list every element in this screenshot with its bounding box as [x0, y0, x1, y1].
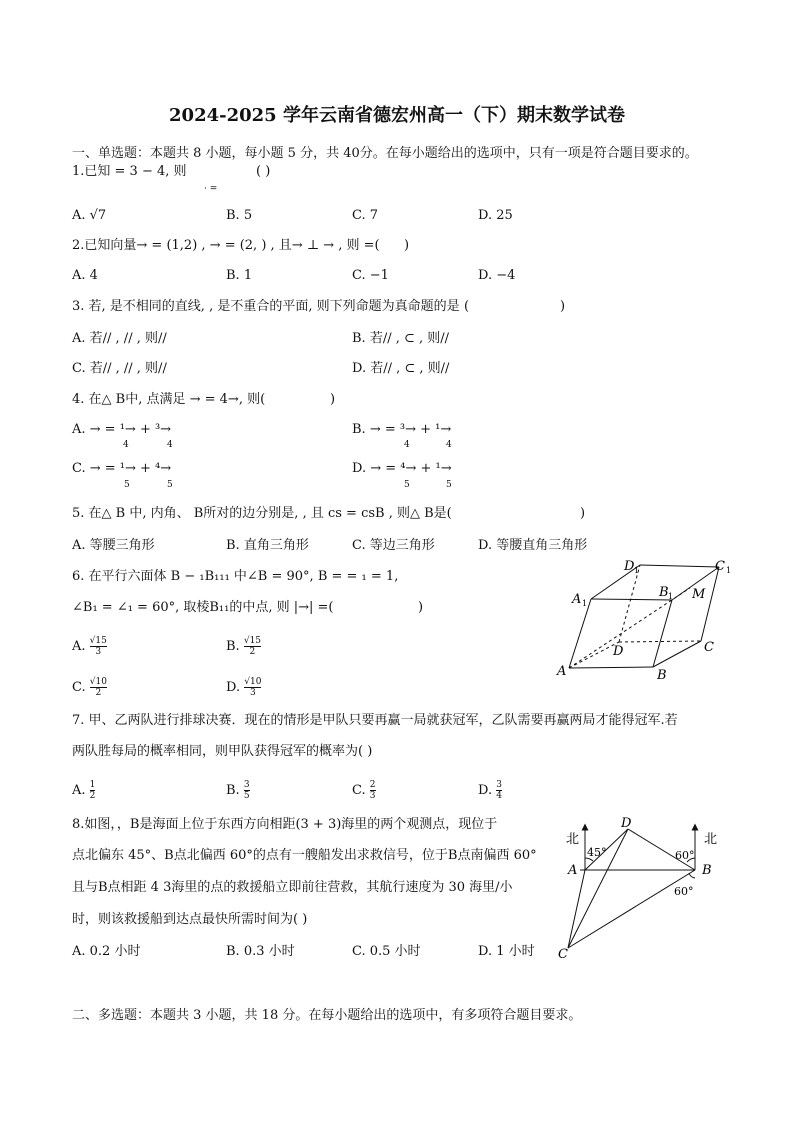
q8-line2: 点北偏东 45°、B点北偏西 60°的点有一艘船发出求救信号，位于B点南偏西 60°: [72, 848, 537, 863]
q5-option-a: A. 等腰三角形: [72, 538, 155, 553]
q2-stem: 2.已知向量→ = (1,2) , → = (2, ) , 且→ ⊥ → , 则 =(: [72, 238, 380, 253]
q2-close: ): [404, 238, 410, 253]
q8-line1: 8.如图，，B是海面上位于东西方向相距(3 + 3)海里的两个观测点，现位于: [72, 817, 498, 832]
q6-stem-line1: 6. 在平行六面体 B − ₁B₁₁₁ 中∠B = 90°, B = = ₁ = 1,: [72, 569, 399, 584]
q2-option-c: C. −1: [352, 268, 389, 283]
q2-option-a: A. 4: [72, 268, 98, 283]
point-b-label: B: [702, 863, 712, 878]
q7-option-a: A. $\frac{1}{2}$: [72, 780, 96, 801]
q4-denom: 5: [124, 480, 130, 490]
q4-denom: 5: [446, 480, 452, 490]
q3-option-d: D. 若// , ⊂ , 则//: [352, 361, 450, 376]
q7-line1: 7. 甲、乙两队进行排球决赛．现在的情形是甲队只要再赢一局就获冠军，乙队需要再赢两局才能得冠军.若: [72, 713, 678, 728]
q3-close: ): [560, 299, 566, 314]
q5-option-b: B. 直角三角形: [226, 538, 309, 553]
point-d-label: D: [621, 816, 632, 831]
vertex-a-label: A: [557, 664, 567, 679]
subscript: 1: [668, 592, 674, 601]
q4-close: ): [330, 392, 336, 407]
q3-option-b: B. 若// , ⊂ , 则//: [352, 331, 450, 346]
angle-60-label: 60°: [674, 885, 694, 898]
north-label: 北: [566, 832, 580, 847]
q1-stem: 1.已知 = 3 − 4, 则: [72, 164, 187, 179]
exam-title: 2024-2025 学年云南省德宏州高一（下）期末数学试卷: [169, 105, 625, 126]
q5-option-c: C. 等边三角形: [352, 538, 435, 553]
q4-denom: 4: [446, 440, 452, 450]
parallelepiped-figure: [555, 555, 745, 685]
q1-option-b: B. 5: [226, 208, 253, 223]
q7-option-b: B. $\frac{3}{5}$: [226, 780, 250, 801]
subscript: 1: [582, 599, 588, 608]
q1-blank: ( ): [256, 164, 271, 179]
q6-close: ): [418, 600, 424, 615]
q3-option-a: A. 若// , // , 则//: [72, 331, 167, 346]
q8-option-c: C. 0.5 小时: [352, 944, 421, 959]
angle-45-label: 45°: [587, 846, 607, 859]
q4-denom: 4: [404, 440, 410, 450]
section-2-header: 二、多选题：本题共 3 小题，共 18 分。在每小题给出的选项中，有多项符合题目要求。: [72, 1008, 582, 1023]
q4-denom: 5: [404, 480, 410, 490]
vertex-d-label: D: [613, 644, 624, 659]
navigation-figure: [558, 815, 728, 960]
q5-close: ): [580, 506, 586, 521]
q8-line3: 且与B点相距 4 3海里的点的救援船立即前往营救，其航行速度为 30 海里/小: [72, 880, 513, 895]
q6-option-a: A. $\frac{√15}{3}$: [72, 636, 107, 657]
q5-option-d: D. 等腰直角三角形: [478, 538, 588, 553]
point-c-label: C: [558, 947, 568, 960]
subscript: 1: [726, 566, 732, 575]
q5-stem: 5. 在△ B 中, 内角、 B所对的边分别是, , 且 cs = csB , 则△ B是(: [72, 506, 452, 521]
q4-option-b: B. → = ³→ + ¹→: [352, 422, 452, 437]
q7-line2: 两队胜每局的概率相同，则甲队获得冠军的概率为( ): [72, 744, 373, 759]
q6-option-c: C. $\frac{√10}{2}$: [72, 677, 107, 698]
q7-option-c: C. $\frac{2}{3}$: [352, 780, 376, 801]
q8-line4: 时，则该救援船到达点最快所需时间为( ): [72, 912, 308, 927]
q7-option-d: D. $\frac{3}{4}$: [478, 780, 502, 801]
q6-option-b: B. $\frac{√15}{2}$: [226, 636, 262, 657]
q4-denom: 4: [123, 440, 129, 450]
vertex-a1-label: A: [572, 592, 582, 607]
north-label: 北: [704, 832, 718, 847]
q3-blank: (: [464, 299, 470, 314]
q4-option-d: D. → = ⁴→ + ¹→: [352, 461, 452, 476]
q4-denom: 5: [167, 480, 173, 490]
q1-option-d: D. 25: [478, 208, 513, 223]
q4-option-a: A. → = ¹→ + ³→: [72, 422, 172, 437]
angle-60-label: 60°: [675, 849, 695, 862]
q1-dot: · =: [204, 184, 218, 194]
vertex-b1-label: B: [659, 585, 669, 600]
q8-option-d: D. 1 小时: [478, 944, 535, 959]
q6-stem-line2: ∠B₁ = ∠₁ = 60°, 取棱B₁₁的中点, 则 |→| =(: [72, 600, 334, 615]
vertex-c1-label: C: [715, 559, 725, 574]
q4-option-c: C. → = ¹→ + ⁴→: [72, 461, 172, 476]
q8-option-b: B. 0.3 小时: [226, 944, 295, 959]
q1-option-c: C. 7: [352, 208, 379, 223]
point-m-label: M: [692, 587, 706, 602]
q4-denom: 4: [167, 440, 173, 450]
point-a-label: A: [568, 863, 578, 878]
q2-option-d: D. −4: [478, 268, 516, 283]
subscript: 1: [634, 566, 640, 575]
q3-option-c: C. 若// , // , 则//: [72, 361, 167, 376]
q8-option-a: A. 0.2 小时: [72, 944, 141, 959]
q2-option-b: B. 1: [226, 268, 253, 283]
vertex-d1-label: D: [624, 559, 635, 574]
q3-stem: 3. 若, 是不相同的直线, , 是不重合的平面, 则下列命题为真命题的是: [72, 299, 460, 314]
vertex-c-label: C: [704, 640, 714, 655]
q1-option-a: A. √7: [72, 208, 107, 223]
q6-option-d: D. $\frac{√10}{3}$: [226, 677, 262, 698]
section-1-header: 一、单选题：本题共 8 小题，每小题 5 分，共 40分。在每小题给出的选项中，只有一项是符合题目要求的。: [72, 146, 698, 161]
vertex-b-label: B: [657, 668, 667, 683]
q4-stem: 4. 在△ B中, 点满足 → = 4→, 则(: [72, 392, 266, 407]
